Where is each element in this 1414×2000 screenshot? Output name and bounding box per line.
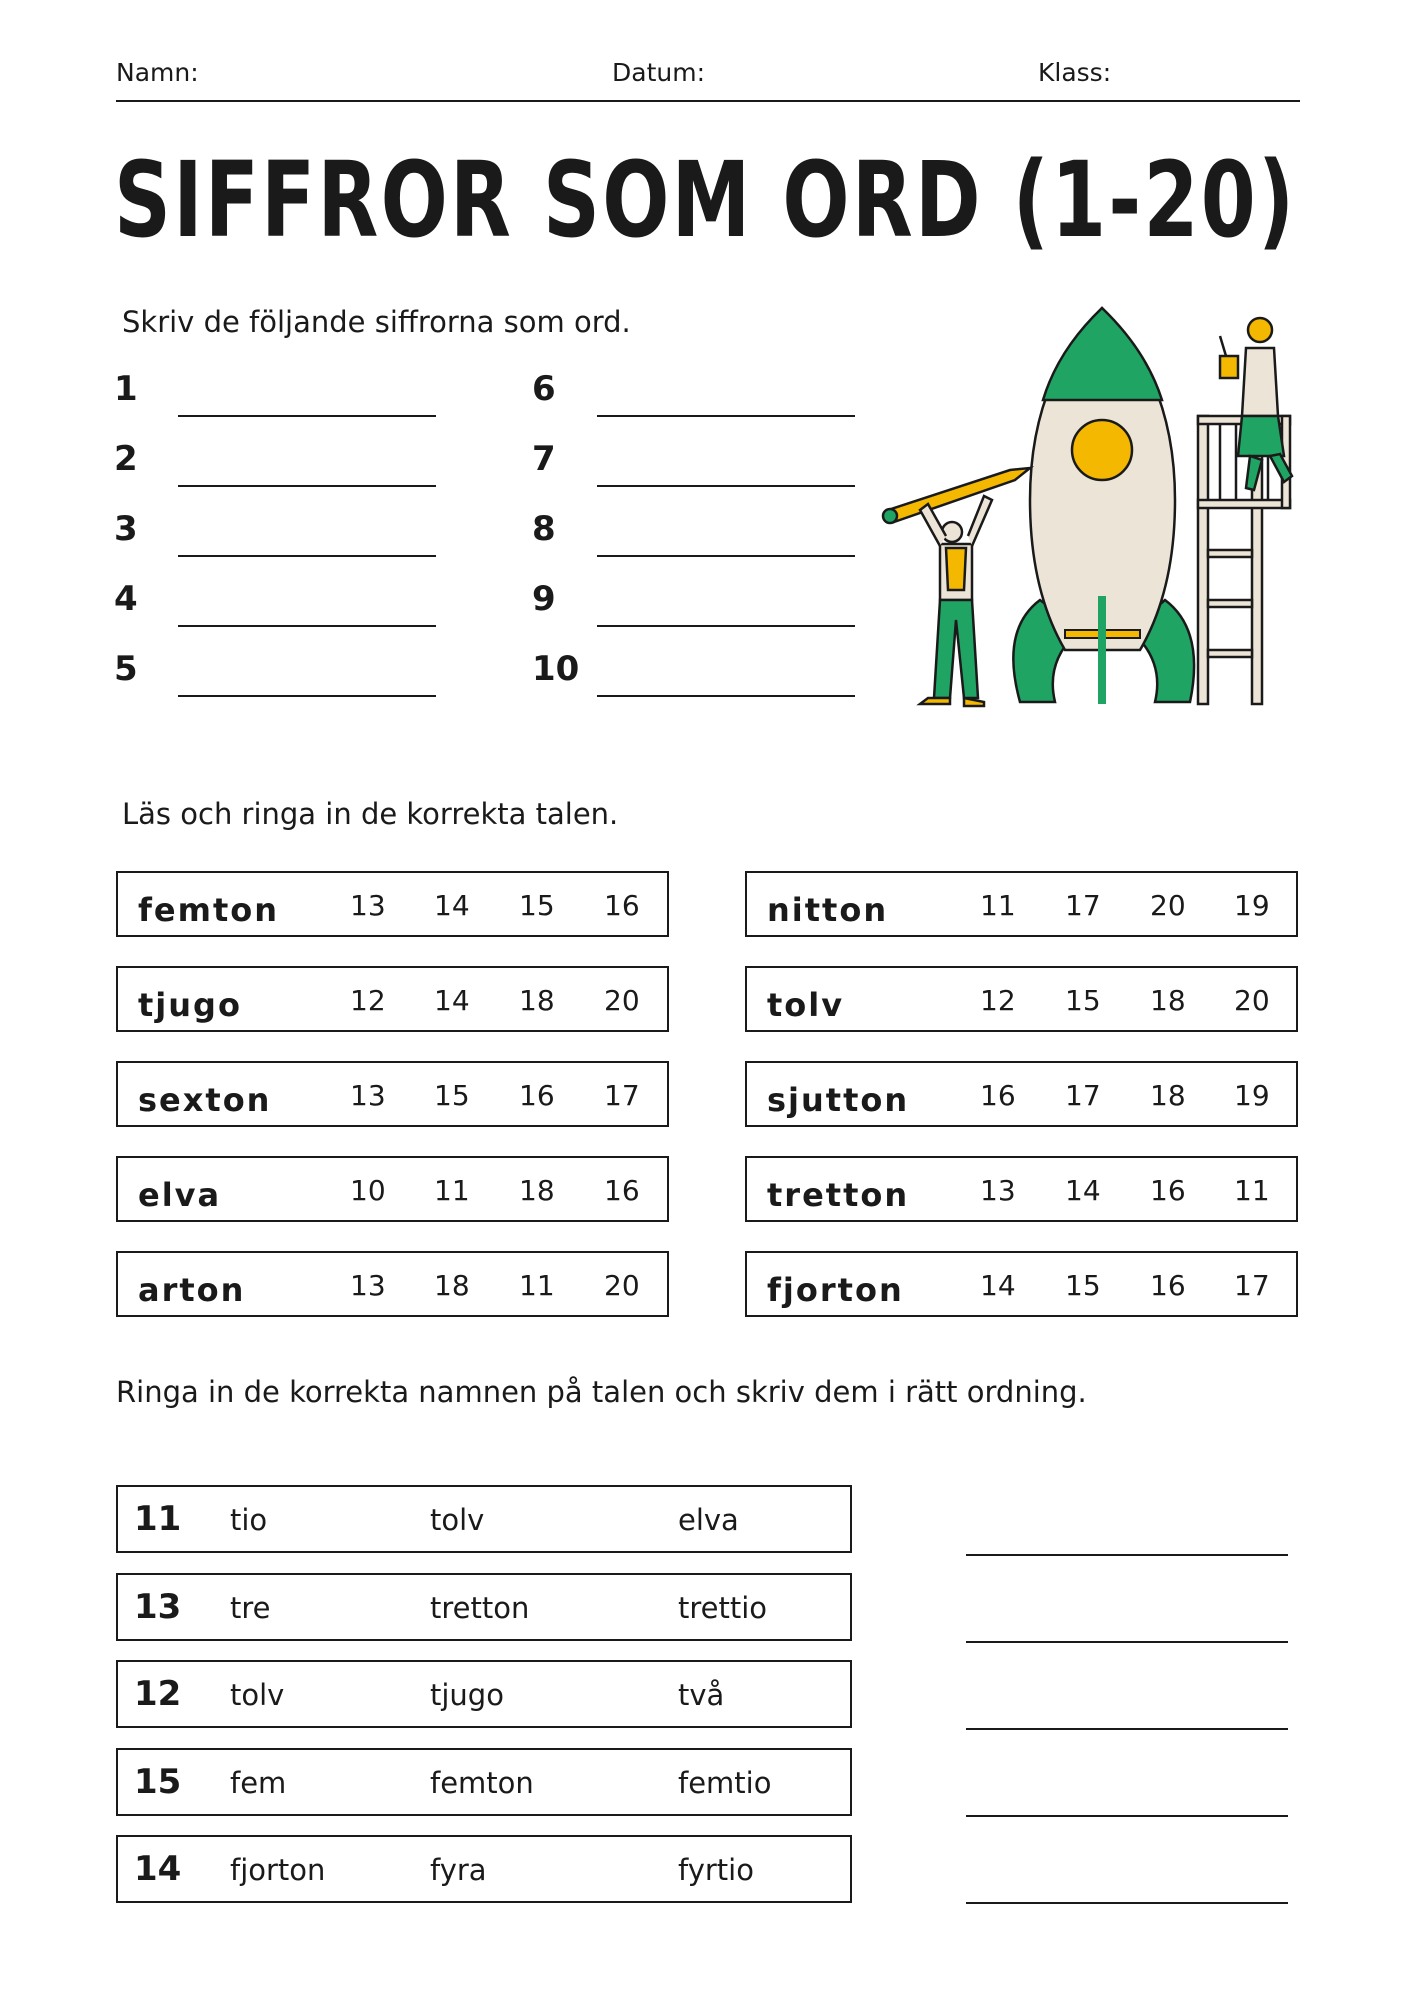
number-name-box xyxy=(116,1485,852,1553)
number-word: fjorton xyxy=(767,1271,904,1309)
answer-line[interactable] xyxy=(966,1815,1288,1817)
number-name-box xyxy=(116,1748,852,1816)
number-option[interactable]: 10 xyxy=(350,1174,386,1207)
number-option[interactable]: 14 xyxy=(434,984,470,1017)
number-word: arton xyxy=(138,1271,246,1309)
number-option[interactable]: 16 xyxy=(1150,1174,1186,1207)
answer-blank-line[interactable] xyxy=(597,555,855,557)
number-option[interactable]: 18 xyxy=(519,1174,555,1207)
number-option[interactable]: 17 xyxy=(1234,1269,1270,1302)
number-option[interactable]: 19 xyxy=(1234,889,1270,922)
name-option[interactable]: tio xyxy=(230,1503,268,1537)
number-option[interactable]: 11 xyxy=(434,1174,470,1207)
answer-line[interactable] xyxy=(966,1554,1288,1556)
number-label: 3 xyxy=(114,509,138,549)
number-option[interactable]: 20 xyxy=(1234,984,1270,1017)
number-row xyxy=(532,509,855,557)
word-number-box xyxy=(116,966,669,1032)
number-option[interactable]: 13 xyxy=(350,1079,386,1112)
page-title: SIFFROR SOM ORD (1-20) xyxy=(114,139,1297,261)
word-number-box xyxy=(745,1156,1298,1222)
name-option[interactable]: elva xyxy=(678,1503,739,1537)
answer-line[interactable] xyxy=(966,1728,1288,1730)
word-number-box xyxy=(116,1156,669,1222)
number-option[interactable]: 20 xyxy=(604,1269,640,1302)
number-row xyxy=(114,369,436,417)
number-label: 9 xyxy=(532,579,556,619)
class-label: Klass: xyxy=(1038,58,1112,87)
number-option[interactable]: 13 xyxy=(980,1174,1016,1207)
number-option[interactable]: 15 xyxy=(1065,984,1101,1017)
word-number-box xyxy=(116,1061,669,1127)
name-option[interactable]: trettio xyxy=(678,1591,768,1625)
name-option[interactable]: tolv xyxy=(230,1678,285,1712)
number-option[interactable]: 14 xyxy=(434,889,470,922)
number-label: 7 xyxy=(532,439,556,479)
row-number: 14 xyxy=(134,1849,182,1889)
number-row xyxy=(532,649,855,697)
name-label: Namn: xyxy=(116,58,199,87)
number-option[interactable]: 13 xyxy=(350,889,386,922)
name-option[interactable]: fyrtio xyxy=(678,1853,754,1887)
number-row xyxy=(114,579,436,627)
number-word: sexton xyxy=(138,1081,272,1119)
section3-instruction: Ringa in de korrekta namnen på talen och skriv dem i rätt ordning. xyxy=(116,1375,1087,1409)
name-option[interactable]: fjorton xyxy=(230,1853,326,1887)
number-label: 5 xyxy=(114,649,138,689)
number-option[interactable]: 16 xyxy=(604,1174,640,1207)
number-option[interactable]: 14 xyxy=(980,1269,1016,1302)
number-option[interactable]: 18 xyxy=(434,1269,470,1302)
number-option[interactable]: 11 xyxy=(1234,1174,1270,1207)
number-name-box xyxy=(116,1835,852,1903)
number-option[interactable]: 14 xyxy=(1065,1174,1101,1207)
number-option[interactable]: 20 xyxy=(1150,889,1186,922)
word-number-box xyxy=(116,1251,669,1317)
answer-blank-line[interactable] xyxy=(597,415,855,417)
answer-line[interactable] xyxy=(966,1902,1288,1904)
number-row xyxy=(114,439,436,487)
number-label: 6 xyxy=(532,369,556,409)
rocket-illustration-icon xyxy=(880,300,1310,710)
number-name-box xyxy=(116,1573,852,1641)
answer-blank-line[interactable] xyxy=(178,555,436,557)
number-row xyxy=(114,509,436,557)
number-word: tjugo xyxy=(138,986,242,1024)
number-word: tolv xyxy=(767,986,845,1024)
number-word: tretton xyxy=(767,1176,910,1214)
number-row xyxy=(532,579,855,627)
name-option[interactable]: tolv xyxy=(430,1503,485,1537)
number-option[interactable]: 16 xyxy=(1150,1269,1186,1302)
answer-line[interactable] xyxy=(966,1641,1288,1643)
number-option[interactable]: 16 xyxy=(519,1079,555,1112)
number-row xyxy=(532,369,855,417)
number-option[interactable]: 11 xyxy=(519,1269,555,1302)
number-label: 2 xyxy=(114,439,138,479)
number-label: 1 xyxy=(114,369,138,409)
answer-blank-line[interactable] xyxy=(597,625,855,627)
name-option[interactable]: tre xyxy=(230,1591,271,1625)
answer-blank-line[interactable] xyxy=(597,485,855,487)
word-number-box xyxy=(745,871,1298,937)
number-option[interactable]: 17 xyxy=(1065,1079,1101,1112)
name-option[interactable]: fyra xyxy=(430,1853,487,1887)
section2-instruction: Läs och ringa in de korrekta talen. xyxy=(122,797,619,831)
number-option[interactable]: 16 xyxy=(980,1079,1016,1112)
number-option[interactable]: 11 xyxy=(980,889,1016,922)
number-row xyxy=(532,439,855,487)
number-option[interactable]: 20 xyxy=(604,984,640,1017)
section1-instruction: Skriv de följande siffrorna som ord. xyxy=(122,305,631,339)
number-option[interactable]: 17 xyxy=(604,1079,640,1112)
word-number-box xyxy=(745,966,1298,1032)
name-option[interactable]: femton xyxy=(430,1766,534,1800)
number-option[interactable]: 15 xyxy=(519,889,555,922)
answer-blank-line[interactable] xyxy=(178,625,436,627)
number-word: sjutton xyxy=(767,1081,910,1119)
number-option[interactable]: 12 xyxy=(350,984,386,1017)
name-option[interactable]: fem xyxy=(230,1766,287,1800)
number-label: 4 xyxy=(114,579,138,619)
word-number-box xyxy=(745,1251,1298,1317)
number-word: elva xyxy=(138,1176,222,1214)
row-number: 11 xyxy=(134,1499,182,1539)
number-label: 10 xyxy=(532,649,580,689)
word-number-box xyxy=(745,1061,1298,1127)
header-rule xyxy=(116,100,1300,102)
number-option[interactable]: 17 xyxy=(1065,889,1101,922)
number-option[interactable]: 19 xyxy=(1234,1079,1270,1112)
name-option[interactable]: tjugo xyxy=(430,1678,504,1712)
name-option[interactable]: tretton xyxy=(430,1591,530,1625)
number-option[interactable]: 18 xyxy=(1150,984,1186,1017)
answer-blank-line[interactable] xyxy=(178,415,436,417)
number-option[interactable]: 15 xyxy=(1065,1269,1101,1302)
row-number: 12 xyxy=(134,1674,182,1714)
row-number: 15 xyxy=(134,1762,182,1802)
name-option[interactable]: två xyxy=(678,1678,725,1712)
number-option[interactable]: 13 xyxy=(350,1269,386,1302)
word-number-box xyxy=(116,871,669,937)
answer-blank-line[interactable] xyxy=(178,695,436,697)
number-option[interactable]: 16 xyxy=(604,889,640,922)
name-option[interactable]: femtio xyxy=(678,1766,772,1800)
date-label: Datum: xyxy=(612,58,705,87)
number-word: nitton xyxy=(767,891,889,929)
number-option[interactable]: 18 xyxy=(519,984,555,1017)
number-label: 8 xyxy=(532,509,556,549)
number-option[interactable]: 12 xyxy=(980,984,1016,1017)
number-word: femton xyxy=(138,891,280,929)
answer-blank-line[interactable] xyxy=(597,695,855,697)
number-row xyxy=(114,649,436,697)
answer-blank-line[interactable] xyxy=(178,485,436,487)
number-option[interactable]: 15 xyxy=(434,1079,470,1112)
number-option[interactable]: 18 xyxy=(1150,1079,1186,1112)
number-name-box xyxy=(116,1660,852,1728)
row-number: 13 xyxy=(134,1587,182,1627)
